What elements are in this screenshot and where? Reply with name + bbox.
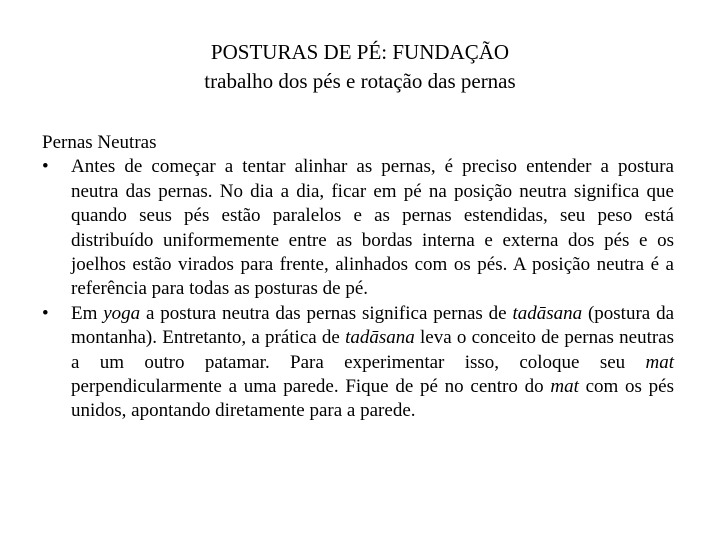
bullet-marker: • xyxy=(42,156,49,178)
bullet-list xyxy=(42,155,674,423)
bullet-item-neutral-stance xyxy=(42,155,674,301)
bullet-text-segment: leva o conceito de pernas neutras a um outro patamar. Para experimentar isso, coloque seu xyxy=(71,327,675,373)
bullet-text xyxy=(71,302,674,424)
bullet-text xyxy=(71,155,674,301)
term-mat: mat xyxy=(550,376,579,398)
bullet-text-segment: Em xyxy=(71,302,104,324)
title-block xyxy=(0,38,720,96)
bullet-text-segment: Antes de começar a tentar alinhar as pernas, é preciso entender a postura neutra das pernas. No dia a dia, ficar em pé na posição neutra significa que quando seus pés estão paralelos e as pernas estendidas, seu peso está distribuído uniformemente entre as bordas interna e externa dos pés e os joelhos estão virados para frente, alinhados com os pés. A posição neutra é a referência para todas as posturas de pé. xyxy=(71,156,674,300)
page-subtitle: trabalho dos pés e rotação das pernas xyxy=(204,69,516,93)
term-mat: mat xyxy=(645,351,674,373)
bullet-text-segment: (postura da montanha). Entretanto, a prática de xyxy=(71,302,674,349)
term-tadasana: tadāsana xyxy=(345,327,415,349)
bullet-text-segment: com os pés unidos, apontando diretamente para a parede. xyxy=(71,376,674,422)
body-content xyxy=(42,131,674,424)
bullet-text-segment: perpendicularmente a uma parede. Fique de pé no centro do xyxy=(71,376,551,398)
section-heading: Pernas Neutras xyxy=(42,132,157,153)
bullet-item-tadasana xyxy=(42,302,674,424)
bullet-marker: • xyxy=(42,302,49,324)
term-tadasana: tadāsana xyxy=(512,302,583,324)
bullet-text-segment: a postura neutra das pernas significa pernas de xyxy=(140,302,513,324)
term-yoga: yoga xyxy=(103,302,141,324)
page-title: POSTURAS DE PÉ: FUNDAÇÃO xyxy=(210,40,510,64)
